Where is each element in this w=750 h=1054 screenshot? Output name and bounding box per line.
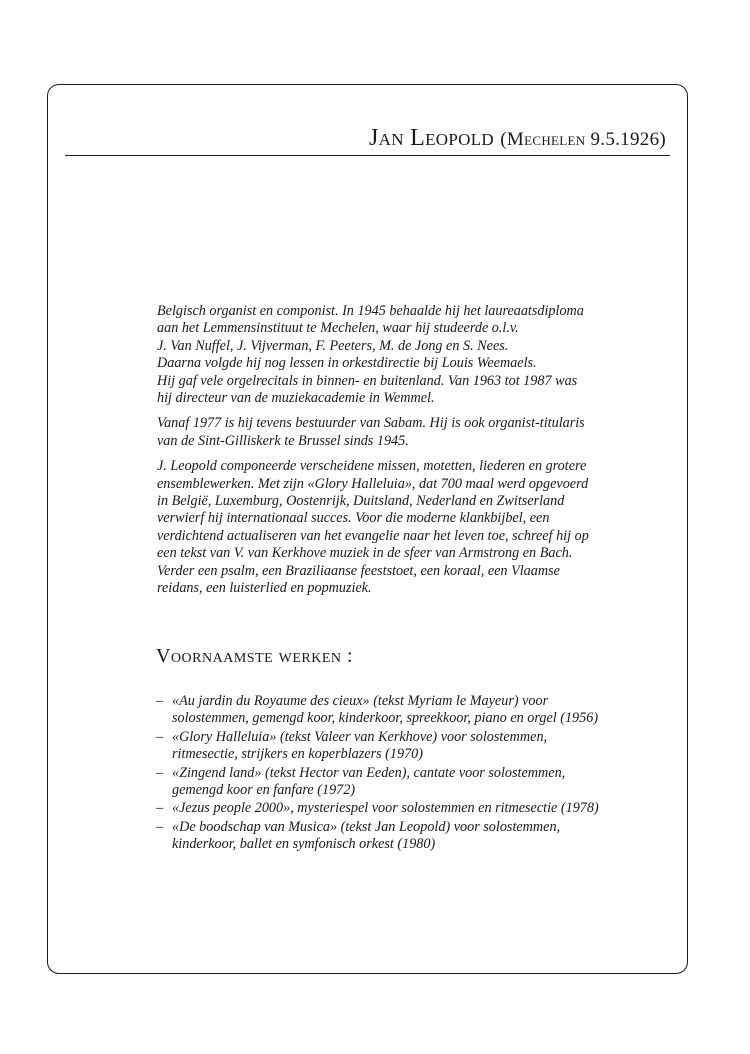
work-line: kinderkoor, ballet en symfonisch orkest (1980) xyxy=(172,836,436,853)
bio-paragraph xyxy=(157,415,657,450)
bio-line: reidans, een luisterlied en popmuziek. xyxy=(157,580,372,597)
list-dash: – xyxy=(156,728,164,745)
bio-line: J. Leopold componeerde verscheidene missen, motetten, liederen en grotere xyxy=(157,458,587,475)
list-dash: – xyxy=(156,693,164,709)
work-line: gemengd koor en fanfare (1972) xyxy=(172,782,356,799)
bio-line: Verder een psalm, een Braziliaanse feeststoet, een koraal, een Vlaamse xyxy=(157,562,560,579)
bio-line: Vanaf 1977 is hij tevens bestuurder van Sabam. Hij is ook organist-titularis xyxy=(157,415,585,432)
composer-birth-info: (Mechelen 9.5.1926) xyxy=(500,129,666,150)
works-list xyxy=(156,693,656,855)
work-line: ritmesectie, strijkers en koperblazers (1970) xyxy=(172,746,423,763)
title-block xyxy=(65,118,670,156)
bio-line: Hij gaf vele orgelrecitals in binnen- en buitenland. Van 1963 tot 1987 was xyxy=(157,372,578,389)
work-line: solostemmen, gemengd koor, kinderkoor, spreekkoor, piano en orgel (1956) xyxy=(172,710,599,727)
bio-line: J. Van Nuffel, J. Vijverman, F. Peeters, M. de Jong en S. Nees. xyxy=(157,337,509,354)
work-item xyxy=(156,800,656,817)
list-dash: – xyxy=(156,800,164,817)
work-item xyxy=(156,819,656,854)
work-line: «Au jardin du Royaume des cieux» (tekst Myriam le Mayeur) voor xyxy=(172,693,549,709)
list-dash: – xyxy=(156,764,164,781)
bio-paragraph xyxy=(157,303,657,407)
bio-line: Belgisch organist en componist. In 1945 behaalde hij het laureaatsdiploma xyxy=(157,303,584,319)
work-item xyxy=(156,693,656,728)
bio-line: verdichtend actualiseren van het evangelie naar het leven toe, schreef hij op xyxy=(157,527,589,544)
bio-line: in België, Luxemburg, Oostenrijk, Duitsland, Nederland en Zwitserland xyxy=(157,493,565,510)
bio-paragraph xyxy=(157,458,657,597)
list-dash: – xyxy=(156,818,164,835)
bio-line: ensemblewerken. Met zijn «Glory Halleluia», dat 700 maal werd opgevoerd xyxy=(157,475,589,492)
work-line: «De boodschap van Musica» (tekst Jan Leopold) voor solostemmen, xyxy=(172,818,561,835)
title-rule xyxy=(65,155,670,156)
work-line: «Jezus people 2000», mysteriespel voor solostemmen en ritmesectie (1978) xyxy=(172,800,599,817)
works-heading: Voornaamste werken : xyxy=(156,645,354,667)
bio-line: aan het Lemmensinstituut te Mechelen, waar hij studeerde o.l.v. xyxy=(157,320,519,337)
bio-line: hij directeur van de muziekacademie in Wemmel. xyxy=(157,390,435,407)
work-item xyxy=(156,765,656,800)
biography xyxy=(157,303,657,606)
work-item xyxy=(156,729,656,764)
page-title xyxy=(369,126,670,150)
work-line: «Zingend land» (tekst Hector van Eeden), cantate voor solostemmen, xyxy=(172,764,566,781)
bio-line: een tekst van V. van Kerkhove muziek in de sfeer van Armstrong en Bach. xyxy=(157,545,573,562)
bio-line: verwierf hij internationaal succes. Voor die moderne klankbijbel, een xyxy=(157,510,550,527)
bio-line: van de Sint-Gilliskerk te Brussel sinds 1945. xyxy=(157,432,409,449)
bio-line: Daarna volgde hij nog lessen in orkestdirectie bij Louis Weemaels. xyxy=(157,355,537,372)
work-line: «Glory Halleluia» (tekst Valeer van Kerkhove) voor solostemmen, xyxy=(172,728,548,745)
composer-name: Jan Leopold xyxy=(369,125,494,151)
